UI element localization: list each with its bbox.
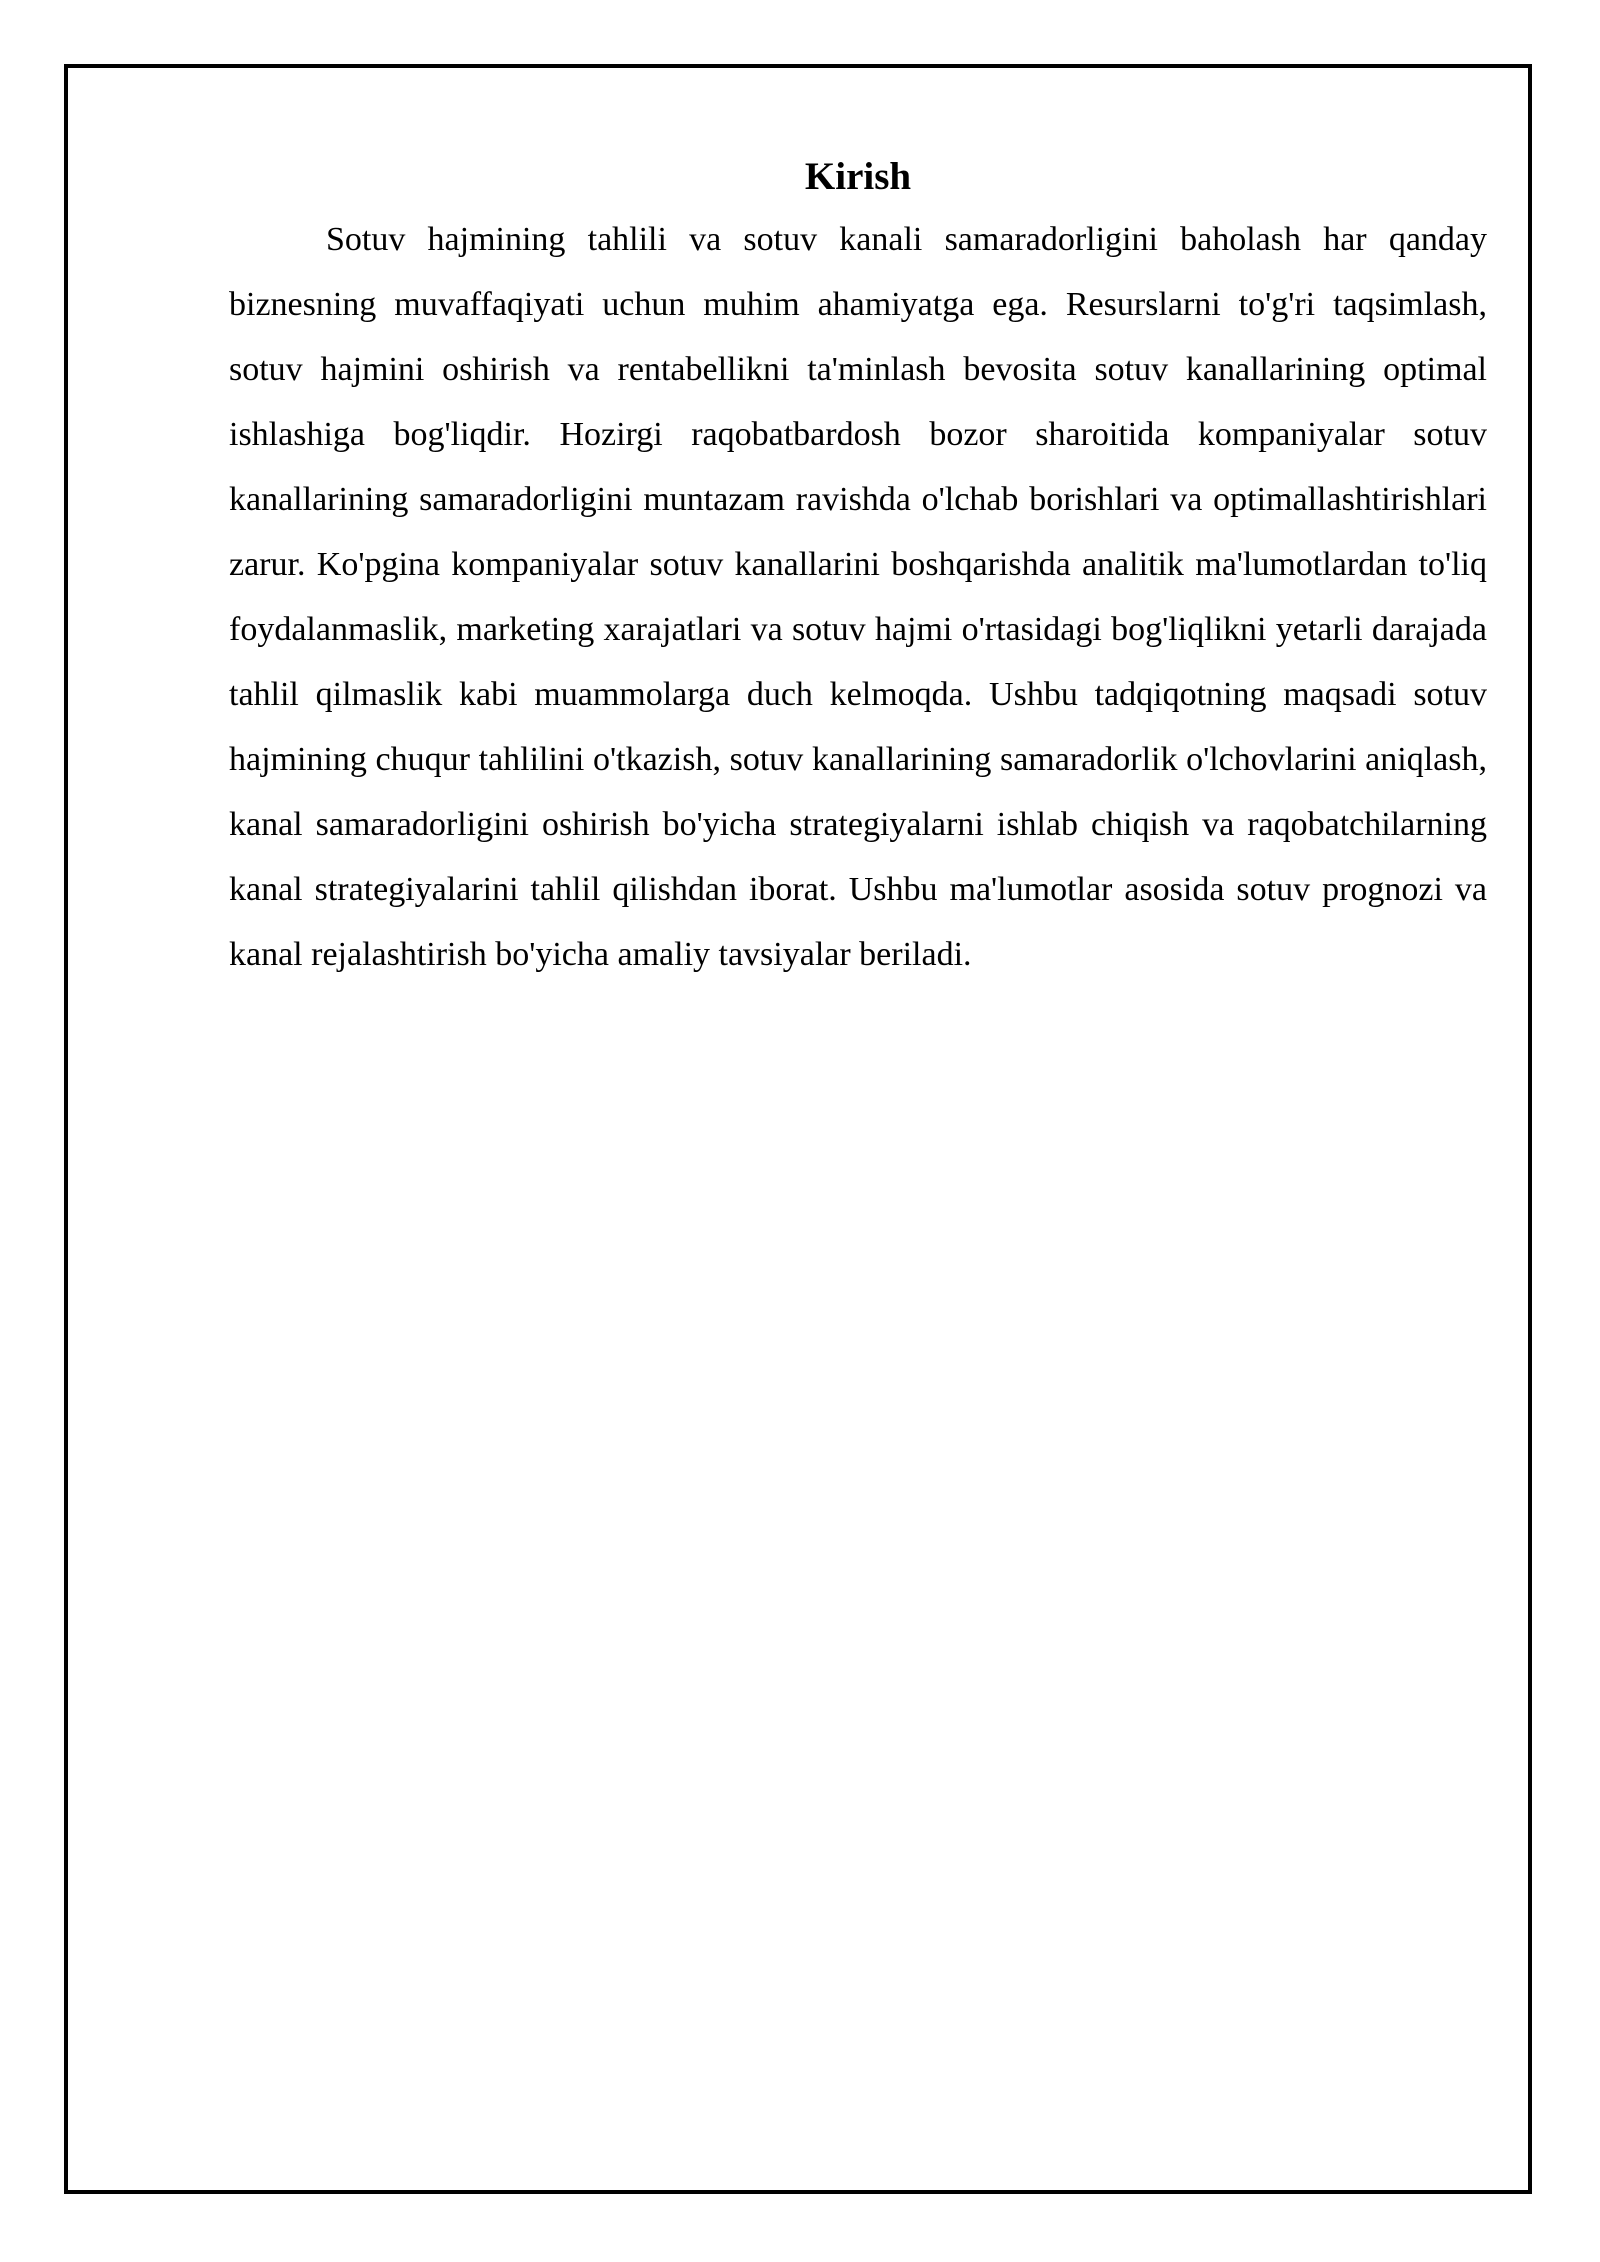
intro-paragraph: Sotuv hajmining tahlili va sotuv kanali samaradorligini baholash har qanday biznesning muvaffaqiyati uchun muhim ahamiyatga ega. Resurslarni to'g'ri taqsimlash, sotuv hajmini oshirish va rentabellikni ta'minlash bevosita sotuv kanallarining optimal ishlashiga bog'liqdir. Hozirgi raqobatbardosh bozor sharoitida kompaniyalar sotuv kanallarining samaradorligini muntazam ravishda o'lchab borishlari va optimallashtirishlari zarur. Ko'pgina kompaniyalar sotuv kanallarini boshqarishda analitik ma'lumotlardan to'liq foydalanmaslik, marketing xarajatlari va sotuv hajmi o'rtasidagi bog'liqlikni yetarli darajada tahlil qilmaslik kabi muammolarga duch kelmoqda. Ushbu tadqiqotning maqsadi sotuv hajmining chuqur tahlilini o'tkazish, sotuv kanallarining samaradorlik o'lchovlarini aniqlash, kanal samaradorligini oshirish bo'yicha strategiyalarni ishlab chiqish va raqobatchilarning kanal strategiyalarini tahlil qilishdan iborat. Ushbu ma'lumotlar asosida sotuv prognozi va kanal rejalashtirish bo'yicha amaliy tavsiyalar beriladi. <box>229 221 1487 973</box>
document-body <box>229 150 1487 987</box>
page-title: Kirish <box>804 155 912 198</box>
